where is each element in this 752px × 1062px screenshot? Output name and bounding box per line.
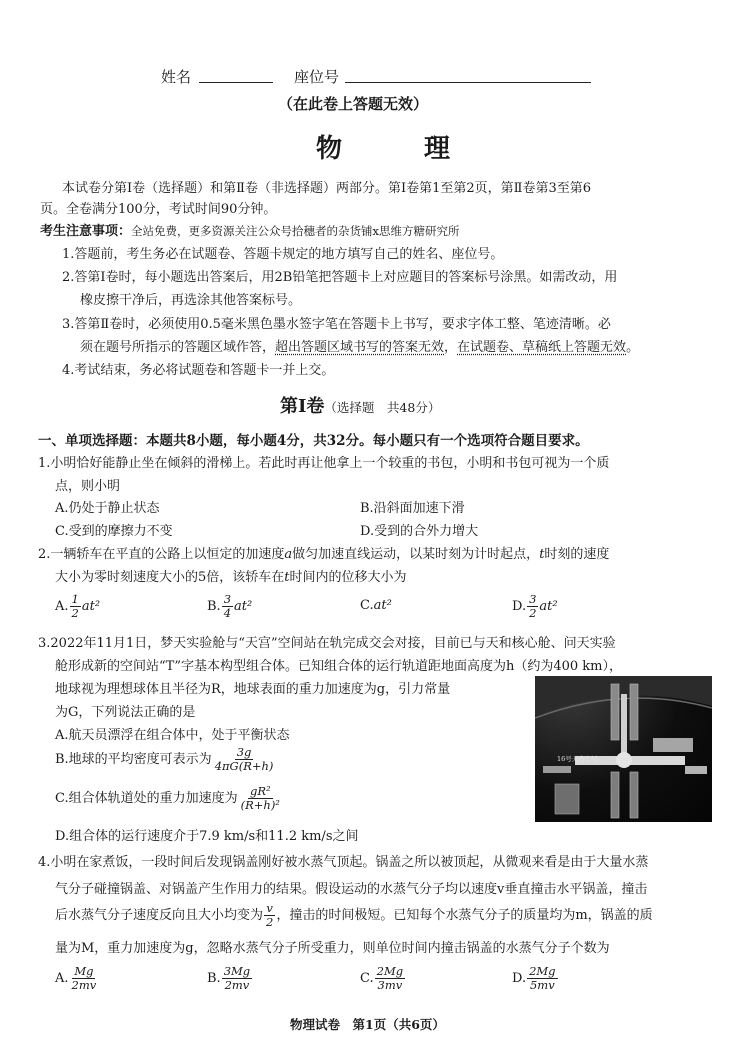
q3-b-num: 3g <box>236 745 252 759</box>
q2-stem-a: 2.一辆轿车在平直的公路上以恒定的加速度 <box>38 547 285 562</box>
q4-stem-3 <box>55 902 653 929</box>
q4-stem-4: 量为M，重力加速度为g，忽略水蒸气分子所受重力，则单位时间内撞击锅盖的水蒸气分子个数为 <box>55 941 610 956</box>
q2-b-den: 4 <box>223 606 232 620</box>
note-item-3: 3.答第Ⅱ卷时，必须使用0.5毫米黑色墨水签字笔在答题卡上书写，要求字体工整、笔迹清晰。必 <box>62 317 611 332</box>
q4-b-num: 3Mg <box>223 964 251 978</box>
q2-stem-e: 时间内的位移大小为 <box>289 570 407 585</box>
q1-option-c: C.受到的摩擦力不变 <box>55 524 173 539</box>
note-item-2-cont: 橡皮擦干净后，再选涂其他答案标号。 <box>80 293 302 308</box>
q4-a-num: Mg <box>74 964 94 978</box>
q2-c-tail: at² <box>373 598 392 613</box>
q4-a-label: A. <box>55 971 69 986</box>
q2-b-num: 3 <box>223 592 232 606</box>
intro-line-1: 本试卷分第Ⅰ卷（选择题）和第Ⅱ卷（非选择题）两部分。第Ⅰ卷第1至第2页，第Ⅱ卷第3至第6 <box>62 181 592 196</box>
q4-option-b <box>207 965 253 992</box>
q4-v-num: v <box>266 901 273 915</box>
q3-stem-2: 舱形成新的空间站“T”字基本构型组合体。已知组合体的运行轨道距地面高度为h（约为400 km）， <box>55 659 622 674</box>
part1-title: 第Ⅰ卷 <box>280 396 325 417</box>
q1-option-d: D.受到的合外力增大 <box>360 524 479 539</box>
q3-c-text: C.组合体轨道处的重力加速度为 <box>55 791 238 806</box>
q2-stem-d: 大小为零时刻速度大小的5倍，该轿车在 <box>55 570 285 585</box>
q2-option-d <box>512 593 558 620</box>
note-item-3-cont <box>80 336 639 355</box>
q2-option-a-label: A. <box>55 599 69 614</box>
intro-line-2: 页。全卷满分100分，考试时间90分钟。 <box>40 202 277 217</box>
q2-option-d-frac <box>527 593 538 620</box>
space-station-photo <box>535 676 712 822</box>
q4-stem-3a: 后水蒸气分子速度反向且大小均变为 <box>55 908 264 923</box>
q4-c-frac <box>375 965 405 992</box>
q4-a-frac <box>70 965 99 992</box>
q3-option-a: A.航天员漂浮在组合体中，处于平衡状态 <box>55 728 290 743</box>
q1-option-a: A.仍处于静止状态 <box>55 501 160 516</box>
q2-a-tail: at² <box>81 599 101 614</box>
q3-b-den: 4πG(R+h) <box>214 759 274 773</box>
q4-d-frac <box>527 965 557 992</box>
q2-option-b-frac <box>222 593 233 620</box>
page-title: 物 理 <box>316 134 479 164</box>
q3-option-d: D.组合体的运行速度介于7.9 km/s和11.2 km/s之间 <box>55 829 359 844</box>
q2-d-tail: at² <box>539 599 558 614</box>
q2-option-b-label: B. <box>207 599 221 614</box>
q3-stem-1: 3.2022年11月1日，梦天实验舱与“天宫”空间站在轨完成交会对接，目前已与天和核心舱、问天实验 <box>38 636 616 651</box>
seat-blank <box>345 68 591 83</box>
q2-a-den: 2 <box>71 606 79 620</box>
q2-b-tail: at² <box>234 599 253 614</box>
q4-stem-3b: ，撞击的时间极短。已知每个水蒸气分子的质量均为m，锅盖的质 <box>276 908 653 923</box>
q4-option-a <box>55 965 99 992</box>
note-3-emphasis-1: 超出答题区域书写的答案无效 <box>275 340 445 355</box>
q1-stem-1: 1.小明恰好能静止坐在倾斜的滑梯上。若此时再让他拿上一个较重的书包，小明和书包可视为一个质 <box>38 456 610 471</box>
q3-b-text: B.地球的平均密度可表示为 <box>55 752 212 767</box>
q3-option-b <box>55 746 276 773</box>
q2-stem-c: 时刻的速度 <box>544 547 610 562</box>
q4-a-den: 2mv <box>71 978 97 992</box>
q3-option-c <box>55 785 283 812</box>
section-heading: 一、单项选择题：本题共8小题，每小题4分，共32分。每小题只有一个选项符合题目要求。 <box>38 433 589 449</box>
notes-heading-line <box>40 220 460 239</box>
name-label: 姓名 <box>161 68 192 86</box>
seat-label: 座位号 <box>294 68 340 86</box>
note-item-1: 1.答题前，考生务必在试题卷、答题卡规定的地方填写自己的姓名、座位号。 <box>62 247 504 262</box>
notes-heading: 考生注意事项： <box>40 224 132 239</box>
q2-a-num: 1 <box>71 592 79 606</box>
q2-option-c-label: C. <box>360 598 374 613</box>
q3-c-frac <box>239 785 282 812</box>
q2-var-t2: t <box>284 570 290 585</box>
q4-option-c <box>360 965 406 992</box>
q2-stem-2 <box>55 566 407 585</box>
q2-stem-1 <box>38 543 609 562</box>
q4-v-den: 2 <box>266 915 274 929</box>
q4-b-frac <box>222 965 252 992</box>
q4-d-num: 2Mg <box>529 964 556 978</box>
q1-stem-2: 点，则小明 <box>55 479 121 494</box>
notes-heading-extra: 全站免费，更多资源关注公众号拾穗者的杂货铺x思维方糖研究所 <box>131 224 460 238</box>
q2-var-t: t <box>539 547 545 562</box>
note-3-sep: ， <box>444 340 458 355</box>
q4-b-den: 2mv <box>224 978 250 992</box>
part1-subtitle: （选择题 共48分） <box>324 400 441 415</box>
note-3-emphasis-2: 在试题卷、草稿纸上答题无效 <box>457 340 627 355</box>
answer-notice: （在此卷上答题无效） <box>278 95 429 113</box>
q4-c-num: 2Mg <box>376 964 404 978</box>
q4-option-d <box>512 965 559 992</box>
q4-stem-1: 4.小明在家煮饭，一段时间后发现锅盖刚好被水蒸气顶起。锅盖之所以被顶起，从微观来看是由于大量水蒸 <box>38 855 649 870</box>
q2-option-c <box>360 598 392 613</box>
q2-option-d-label: D. <box>512 599 527 614</box>
q4-v-half <box>264 902 275 929</box>
q4-stem-2: 气分子碰撞锅盖、对锅盖产生作用力的结果。假设运动的水蒸气分子均以速度v垂直撞击水平锅盖，撞击 <box>55 882 648 897</box>
q2-option-a-frac <box>70 593 81 620</box>
q3-stem-3: 地球视为理想球体且半径为R，地球表面的重力加速度为g，引力常量 <box>55 682 451 697</box>
q4-c-label: C. <box>360 971 374 986</box>
note-item-4: 4.考试结束，务必将试题卷和答题卡一并上交。 <box>62 363 335 378</box>
q2-var-a: a <box>284 547 293 562</box>
name-blank <box>199 68 273 83</box>
page-footer: 物理试卷 第1页（共6页） <box>290 1017 445 1032</box>
q2-d-num: 3 <box>529 592 537 606</box>
q3-b-frac <box>213 746 276 773</box>
q2-option-b <box>207 593 252 620</box>
q1-option-b: B.沿斜面加速下滑 <box>360 501 465 516</box>
note-item-2: 2.答第Ⅰ卷时，每小题选出答案后，用2B铅笔把答题卡上对应题目的答案标号涂黑。如需改动，用 <box>62 270 618 285</box>
q4-b-label: B. <box>207 971 221 986</box>
q3-stem-4: 为G，下列说法正确的是 <box>55 705 196 720</box>
photo-caption: 16号天舟七号 <box>557 755 598 763</box>
q2-d-den: 2 <box>529 606 537 620</box>
q4-c-den: 3mv <box>377 978 403 992</box>
q2-option-a <box>55 593 100 620</box>
space-station-illustration <box>535 676 712 822</box>
q3-c-num: gR² <box>249 784 271 798</box>
q2-stem-b: 做匀加速直线运动，以某时刻为计时起点， <box>292 547 540 562</box>
note-3-part-a: 须在题号所指示的答题区域作答， <box>80 340 276 355</box>
q3-c-den: (R+h)² <box>240 798 280 812</box>
q4-d-label: D. <box>512 971 527 986</box>
note-3-end: 。 <box>626 340 640 355</box>
part1-heading <box>280 392 440 418</box>
q4-d-den: 5mv <box>529 978 555 992</box>
